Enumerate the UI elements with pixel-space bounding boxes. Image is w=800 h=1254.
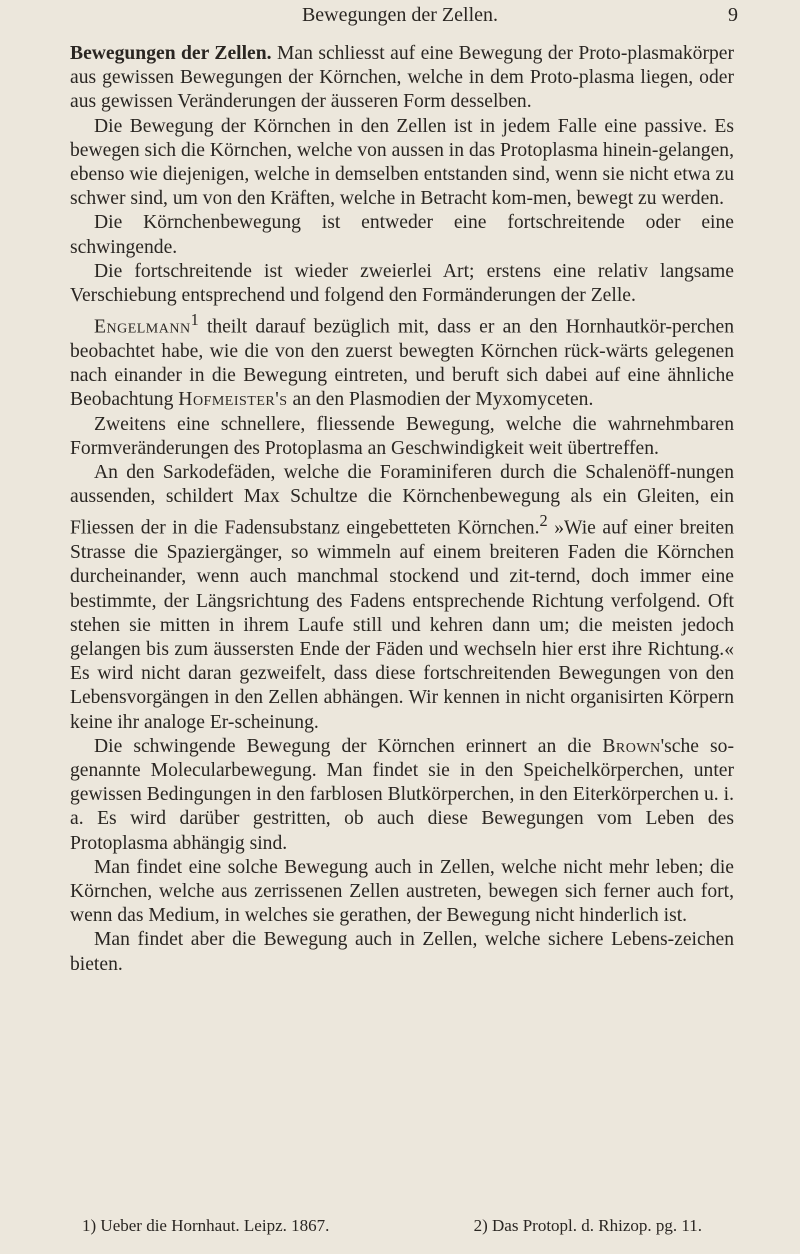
footnote-ref-1: 1	[190, 310, 199, 330]
footnote-ref-2: 2	[539, 511, 548, 531]
paragraph-8	[70, 735, 734, 856]
running-title: Bewegungen der Zellen.	[301, 4, 499, 26]
paragraph-1-text: Man schliesst auf eine Bewegung der Proto-plasmakörper aus gewissen Bewegungen der Körnchen, welche in dem Proto-plasma liegen, oder aus gewissen Veränderungen der äusseren Form desselben.	[70, 43, 734, 113]
author-hofmeister: Hofmeister's	[178, 389, 288, 411]
running-head	[62, 4, 738, 34]
paragraph-5-text-b: an den Plasmodien der Myxomyceten.	[287, 389, 594, 411]
footnotes	[82, 1216, 734, 1236]
paragraph-10: Man findet aber die Bewegung auch in Zellen, welche sichere Lebens-zeichen bieten.	[70, 929, 734, 975]
section-heading: Bewegungen der Zellen.	[70, 43, 272, 64]
paragraph-4: Die fortschreitende ist wieder zweierlei Art; erstens eine relativ langsame Verschiebung entsprechend und folgend den Formänderungen der Zelle.	[70, 260, 734, 307]
body-text	[70, 42, 734, 977]
paragraph-6: Zweitens eine schnellere, fliessende Bewegung, welche die wahrnehmbaren Formveränderungen des Protoplasma an Geschwindigkeit weit übertreffen.	[70, 413, 734, 459]
paragraph-3: Die Körnchenbewegung ist entweder eine fortschreitende oder eine schwingende.	[70, 212, 734, 258]
paragraph-7-text-b: »Wie auf einer breiten Strasse die Spaziergänger, so wimmeln auf einem breiteren Faden die Körnchen durcheinander, wenn auch manchmal stockend und zit-ternd, doch immer eine bestimmte, der Längsrichtung des Fadens entsprechende Richtung verfolgend. Oft stehen sie mitten in ihrem Laufe still und kehren dann um; die meisten jedoch gelangen bis zum äussersten Ende der Fäden und wechseln hier erst ihre Richtung.« Es wird nicht daran gezweifelt, dass diese fortschreitenden Bewegungen von den Lebensvorgängen in den Zellen abhängen. Wir kennen in nicht organisirten Körpern keine ihr analoge Er-scheinung.	[70, 517, 734, 733]
paragraph-2: Die Bewegung der Körnchen in den Zellen ist in jedem Falle eine passive. Es bewegen sich die Körnchen, welche von aussen in das Protoplasma hinein-gelangen, ebenso wie diejenigen, welche in demselben entstanden sind, wenn sie nicht etwa zu schwer sind, um von den Kräften, welche in Betracht kom-men, bewegt zu werden.	[70, 115, 734, 210]
paragraph-7-text-a: An den Sarkodefäden, welche die Foraminiferen durch die Schalenöff-nungen aussenden, schildert Max Schultze die Körnchenbewegung als ein Gleiten, ein Fliessen der in die Fadensubstanz eingebetteten Körnchen.	[70, 461, 734, 539]
author-engelmann: Engelmann	[94, 316, 191, 338]
paragraph-5	[70, 308, 734, 412]
paragraph-8-text-a: Die schwingende Bewegung der Körnchen erinnert an die	[94, 735, 603, 757]
footnote-2: 2) Das Protopl. d. Rhizop. pg. 11.	[473, 1216, 702, 1235]
paragraph-7	[70, 461, 734, 735]
footnote-1: 1) Ueber die Hornhaut. Leipz. 1867.	[82, 1216, 330, 1235]
page-number: 9	[728, 4, 738, 26]
paragraph-5-text-a: theilt darauf bezüglich mit, dass er an den Hornhautkör-perchen beobachtet habe, wie die von den zuerst bewegten Körnchen rück-wärts gelegenen nach einander in die Bewegung eintreten, und beruft sich dabei auf eine ähnliche Beobachtung	[70, 316, 734, 411]
author-brown: Brown	[602, 735, 661, 757]
paragraph-9: Man findet eine solche Bewegung auch in Zellen, welche nicht mehr leben; die Körnchen, welche aus zerrissenen Zellen austreten, bewegen sich ferner auch fort, wenn das Medium, in welches sie gerathen, der Bewegung nicht hinderlich ist.	[70, 856, 734, 927]
paragraph-8-text-b: 'sche so-genannte Molecularbewegung. Man findet sie in den Speichelkörperchen, unter gewissen Bedingungen in den farblosen Blutkörperchen, in den Eiterkörperchen u. i. a. Es wird darüber gestritten, ob auch diese Bewegungen vom Leben des Protoplasma abhängig sind.	[70, 735, 734, 854]
paragraph-1	[70, 42, 734, 115]
